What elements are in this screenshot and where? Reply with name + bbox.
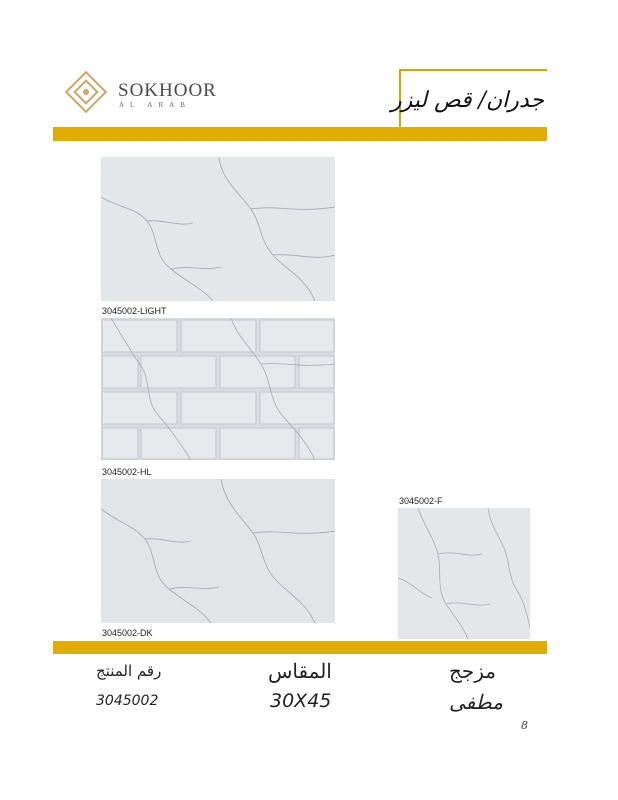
page-title: جدران/ قص ليزر — [390, 88, 544, 113]
tile-image-light — [101, 157, 335, 301]
brand-subtitle: AL ARAB — [119, 101, 191, 109]
product-number-label: رقم المنتج — [96, 662, 162, 680]
tile-image-hl — [101, 318, 335, 460]
top-accent-bar — [53, 127, 547, 141]
page-number: 8 — [521, 719, 528, 732]
tile-code-hl: 3045002-HL — [102, 467, 152, 477]
tile-code-dk: 3045002-DK — [102, 628, 153, 638]
tile-code-light: 3045002-LIGHT — [102, 306, 167, 316]
size-value: 30X45 — [270, 690, 332, 712]
tile-image-dk — [101, 479, 335, 623]
finish-value: مطفى — [449, 690, 503, 714]
brand-logo-icon — [64, 70, 108, 114]
brand-name: SOKHOOR — [118, 80, 217, 101]
finish-label: مزجج — [449, 659, 497, 683]
tile-code-f: 3045002-F — [399, 496, 443, 506]
tile-image-f — [398, 508, 530, 639]
size-label: المقاس — [268, 659, 332, 683]
bottom-accent-bar — [53, 641, 547, 654]
product-number-value: 3045002 — [96, 693, 159, 709]
